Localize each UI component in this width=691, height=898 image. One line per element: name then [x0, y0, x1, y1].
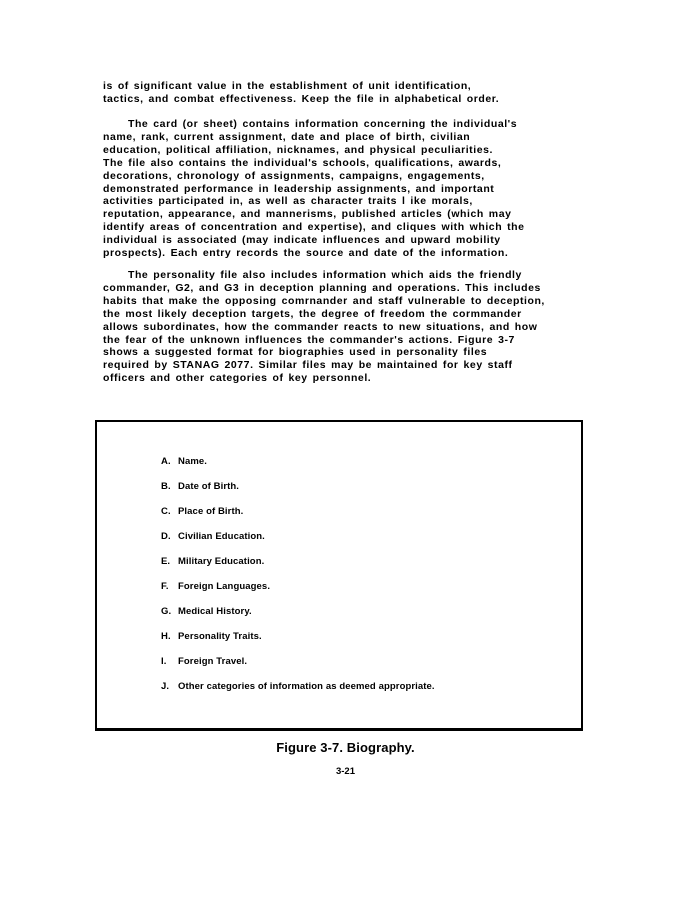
list-item — [161, 581, 435, 606]
list-item — [161, 606, 435, 631]
text-line: habits that make the opposing comrnander and staff vulnerable to deception, — [103, 294, 545, 307]
text-line: commander, G2, and G3 in deception planning and operations. This includes — [103, 281, 541, 294]
paragraph-3 — [103, 269, 583, 385]
list-item — [161, 531, 435, 556]
text-line: name, rank, current assignment, date and place of birth, civilian — [103, 130, 471, 143]
list-item-text: Foreign Languages. — [178, 581, 271, 592]
text-line: officers and other categories of key personnel. — [103, 372, 372, 385]
text-line: shows a suggested format for biographies used in personality files — [103, 346, 488, 359]
text-line: prospects). Each entry records the source and date of the information. — [103, 247, 509, 260]
figure-box — [95, 420, 583, 731]
list-item-letter: E. — [161, 556, 171, 567]
list-item — [161, 656, 435, 681]
text-line: decorations, chronology of assignments, campaigns, engagements, — [103, 169, 485, 182]
list-item — [161, 631, 435, 656]
text-line: the most likely deception targets, the degree of freedom the cormmander — [103, 307, 522, 320]
list-item-letter: H. — [161, 631, 171, 642]
list-item-text: Foreign Travel. — [178, 656, 248, 667]
list-item — [161, 456, 435, 481]
paragraph-2 — [103, 118, 583, 260]
list-item-letter: A. — [161, 456, 171, 467]
list-item-letter: D. — [161, 531, 171, 542]
text-line: demonstrated performance in leadership assignments, and important — [103, 182, 495, 195]
text-line: identify areas of concentration and expertise), and cliques with which the — [103, 221, 525, 234]
text-line: tactics, and combat effectiveness. Keep the file in alphabetical order. — [103, 92, 500, 105]
text-line: required by STANAG 2077. Similar files may be maintained for key staff — [103, 359, 513, 372]
list-item — [161, 681, 435, 706]
text-line: education, political affiliation, nicknames, and physical peculiarities. — [103, 143, 493, 156]
list-item-text: Medical History. — [178, 606, 252, 617]
text-line: individual is associated (may indicate influences and upward mobility — [103, 234, 501, 247]
list-item-letter: I. — [161, 656, 167, 667]
text-line: the fear of the unknown influences the commander's actions. Figure 3-7 — [103, 333, 515, 346]
paragraph-1 — [103, 80, 583, 106]
list-item-text: Other categories of information as deemed appropriate. — [178, 681, 435, 692]
text-line: allows subordinates, how the commander reacts to new situations, and how — [103, 320, 538, 333]
text-line: The file also contains the individual's schools, qualifications, awards, — [103, 156, 502, 169]
list-item-letter: C. — [161, 506, 171, 517]
text-line: is of significant value in the establishment of unit identification, — [103, 80, 472, 92]
text-line: The card (or sheet) contains information concerning the individual's — [128, 118, 518, 130]
list-item — [161, 556, 435, 581]
list-item-text: Name. — [178, 456, 208, 467]
list-item-text: Personality Traits. — [178, 631, 262, 642]
text-line: activities participated in, as well as character traits l ike morals, — [103, 195, 473, 208]
list-item-letter: B. — [161, 481, 171, 492]
list-item-letter: J. — [161, 681, 170, 692]
list-item-text: Civilian Education. — [178, 531, 265, 542]
list-item — [161, 506, 435, 531]
text-line: The personality file also includes information which aids the friendly — [128, 269, 522, 281]
list-item-letter: F. — [161, 581, 169, 592]
list-item-letter: G. — [161, 606, 172, 617]
page-number: 3-21 — [335, 766, 355, 777]
biography-format-list — [161, 456, 435, 706]
list-item — [161, 481, 435, 506]
list-item-text: Place of Birth. — [178, 506, 244, 517]
list-item-text: Military Education. — [178, 556, 265, 567]
figure-caption: Figure 3-7. Biography. — [276, 740, 415, 755]
list-item-text: Date of Birth. — [178, 481, 240, 492]
text-line: reputation, appearance, and mannerisms, published articles (which may — [103, 208, 512, 221]
